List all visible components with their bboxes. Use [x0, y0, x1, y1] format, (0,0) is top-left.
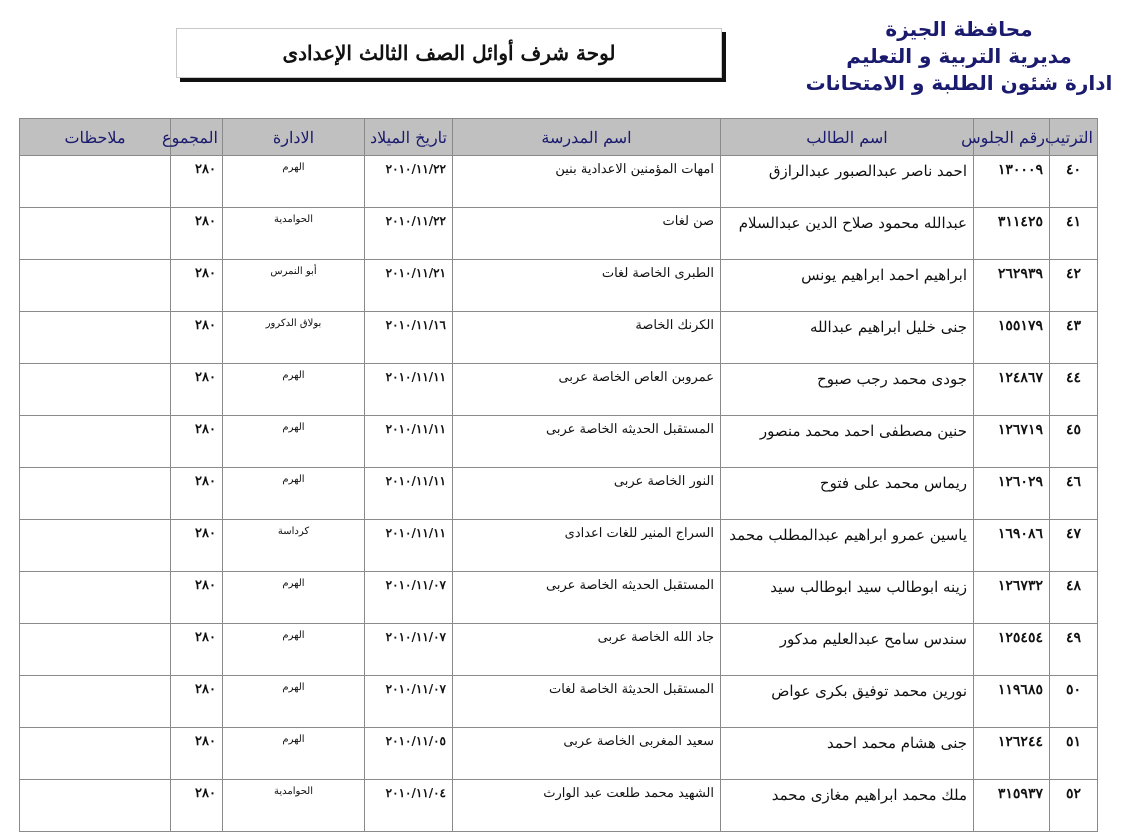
school-name-cell: الشهيد محمد طلعت عبد الوارث [453, 780, 721, 832]
birth-date-cell: ٢٠١٠/١١/١١ [365, 468, 453, 520]
rank-cell: ٤٦ [1050, 468, 1098, 520]
directorate-label: مديرية التربية و التعليم [846, 44, 1072, 68]
total-score-cell: ٢٨٠ [171, 468, 223, 520]
table-row [20, 156, 1098, 208]
administration-cell: بولاق الدكرور [223, 312, 365, 364]
school-name-cell: المستقبل الحديثه الخاصة عربى [453, 572, 721, 624]
notes-cell [20, 364, 171, 416]
total-score-cell: ٢٨٠ [171, 780, 223, 832]
seat-number-cell: ٣١١٤٢٥ [974, 208, 1050, 260]
rank-cell: ٥١ [1050, 728, 1098, 780]
seat-number-cell: ١٢٥٤٥٤ [974, 624, 1050, 676]
birth-date-cell: ٢٠١٠/١١/٢١ [365, 260, 453, 312]
birth-date-cell: ٢٠١٠/١١/٢٢ [365, 156, 453, 208]
table-row [20, 364, 1098, 416]
total-score-cell: ٢٨٠ [171, 676, 223, 728]
rank-cell: ٤٣ [1050, 312, 1098, 364]
rank-cell: ٥٢ [1050, 780, 1098, 832]
administration-cell: الهرم [223, 416, 365, 468]
total-score-cell: ٢٨٠ [171, 624, 223, 676]
seat-number-cell: ١٦٩٠٨٦ [974, 520, 1050, 572]
table-row [20, 468, 1098, 520]
notes-cell [20, 312, 171, 364]
table-row [20, 260, 1098, 312]
rank-cell: ٤٤ [1050, 364, 1098, 416]
rank-cell: ٤٧ [1050, 520, 1098, 572]
birth-date-cell: ٢٠١٠/١١/١٦ [365, 312, 453, 364]
total-score-cell: ٢٨٠ [171, 364, 223, 416]
total-score-cell: ٢٨٠ [171, 572, 223, 624]
table-row [20, 208, 1098, 260]
page-title: لوحة شرف أوائل الصف الثالث الإعدادى [282, 41, 616, 65]
administration-cell: كرداسة [223, 520, 365, 572]
administration-cell: الهرم [223, 156, 365, 208]
school-name-cell: امهات المؤمنين الاعدادية بنين [453, 156, 721, 208]
student-name-cell: ريماس محمد على فتوح [721, 468, 974, 520]
table-row [20, 780, 1098, 832]
notes-cell [20, 624, 171, 676]
student-name-cell: عبدالله محمود صلاح الدين عبدالسلام [721, 208, 974, 260]
table-row [20, 624, 1098, 676]
birth-date-cell: ٢٠١٠/١١/١١ [365, 520, 453, 572]
total-score-cell: ٢٨٠ [171, 728, 223, 780]
notes-cell [20, 208, 171, 260]
student-name-cell: نورين محمد توفيق بكرى عواض [721, 676, 974, 728]
seat-number-cell: ١٥٥١٧٩ [974, 312, 1050, 364]
table-row [20, 728, 1098, 780]
birth-date-cell: ٢٠١٠/١١/٢٢ [365, 208, 453, 260]
table-row [20, 312, 1098, 364]
total-score-cell: ٢٨٠ [171, 520, 223, 572]
total-score-cell: ٢٨٠ [171, 208, 223, 260]
seat-number-cell: ١٢٦٧١٩ [974, 416, 1050, 468]
column-header-school-name: اسم المدرسة [453, 119, 721, 156]
seat-number-cell: ٢٦٢٩٣٩ [974, 260, 1050, 312]
administration-cell: الهرم [223, 624, 365, 676]
school-name-cell: عمروبن العاص الخاصة عربى [453, 364, 721, 416]
table-row [20, 520, 1098, 572]
notes-cell [20, 156, 171, 208]
school-name-cell: المستقبل الحديثة الخاصة لغات [453, 676, 721, 728]
administration-cell: الهرم [223, 572, 365, 624]
school-name-cell: النور الخاصة عربى [453, 468, 721, 520]
administration-cell: الهرم [223, 676, 365, 728]
page-title-box [176, 28, 722, 78]
seat-number-cell: ١٢٦٧٣٢ [974, 572, 1050, 624]
birth-date-cell: ٢٠١٠/١١/٠٧ [365, 624, 453, 676]
rank-cell: ٤٥ [1050, 416, 1098, 468]
student-name-cell: زينه ابوطالب سيد ابوطالب سيد [721, 572, 974, 624]
table-row [20, 676, 1098, 728]
seat-number-cell: ١٣٠٠٠٩ [974, 156, 1050, 208]
seat-number-cell: ١٢٦٠٢٩ [974, 468, 1050, 520]
total-score-cell: ٢٨٠ [171, 416, 223, 468]
administration-cell: الحوامدية [223, 208, 365, 260]
birth-date-cell: ٢٠١٠/١١/١١ [365, 364, 453, 416]
notes-cell [20, 728, 171, 780]
birth-date-cell: ٢٠١٠/١١/٠٧ [365, 572, 453, 624]
rank-cell: ٤٢ [1050, 260, 1098, 312]
seat-number-cell: ١١٩٦٨٥ [974, 676, 1050, 728]
total-score-cell: ٢٨٠ [171, 156, 223, 208]
total-score-cell: ٢٨٠ [171, 260, 223, 312]
student-name-cell: جودى محمد رجب صبوح [721, 364, 974, 416]
table-row [20, 572, 1098, 624]
column-header-notes: ملاحظات [20, 119, 171, 156]
birth-date-cell: ٢٠١٠/١١/١١ [365, 416, 453, 468]
column-header-total: المجموع [171, 119, 223, 156]
school-name-cell: سعيد المغربى الخاصة عربى [453, 728, 721, 780]
administration-cell: الهرم [223, 364, 365, 416]
table-row [20, 416, 1098, 468]
column-header-birth-date: تاريخ الميلاد [365, 119, 453, 156]
school-name-cell: الطبرى الخاصة لغات [453, 260, 721, 312]
rank-cell: ٤١ [1050, 208, 1098, 260]
rank-cell: ٤٩ [1050, 624, 1098, 676]
student-name-cell: ياسين عمرو ابراهيم عبدالمطلب محمد [721, 520, 974, 572]
seat-number-cell: ١٢٦٢٤٤ [974, 728, 1050, 780]
column-header-administration: الادارة [223, 119, 365, 156]
student-name-cell: جنى هشام محمد احمد [721, 728, 974, 780]
administration-cell: الهرم [223, 468, 365, 520]
notes-cell [20, 780, 171, 832]
student-name-cell: ابراهيم احمد ابراهيم يونس [721, 260, 974, 312]
department-label: ادارة شئون الطلبة و الامتحانات [805, 71, 1113, 95]
notes-cell [20, 572, 171, 624]
rank-cell: ٤٠ [1050, 156, 1098, 208]
notes-cell [20, 520, 171, 572]
birth-date-cell: ٢٠١٠/١١/٠٥ [365, 728, 453, 780]
seat-number-cell: ١٢٤٨٦٧ [974, 364, 1050, 416]
administration-cell: أبو النمرس [223, 260, 365, 312]
notes-cell [20, 468, 171, 520]
student-name-cell: حنين مصطفى احمد محمد منصور [721, 416, 974, 468]
total-score-cell: ٢٨٠ [171, 312, 223, 364]
notes-cell [20, 416, 171, 468]
administration-cell: الهرم [223, 728, 365, 780]
organization-header [804, 16, 1114, 97]
notes-cell [20, 676, 171, 728]
birth-date-cell: ٢٠١٠/١١/٠٧ [365, 676, 453, 728]
school-name-cell: صن لغات [453, 208, 721, 260]
rank-cell: ٥٠ [1050, 676, 1098, 728]
student-name-cell: ملك محمد ابراهيم مغازى محمد [721, 780, 974, 832]
column-header-rank: الترتيب [1050, 119, 1098, 156]
column-header-student-name: اسم الطالب [721, 119, 974, 156]
student-name-cell: جنى خليل ابراهيم عبدالله [721, 312, 974, 364]
birth-date-cell: ٢٠١٠/١١/٠٤ [365, 780, 453, 832]
honor-roll-table [19, 118, 1098, 832]
governorate-label: محافظة الجيزة [885, 17, 1033, 41]
school-name-cell: الكرنك الخاصة [453, 312, 721, 364]
table-header-row [20, 119, 1098, 156]
school-name-cell: السراج المنير للغات اعدادى [453, 520, 721, 572]
rank-cell: ٤٨ [1050, 572, 1098, 624]
column-header-seat-number: رقم الجلوس [974, 119, 1050, 156]
notes-cell [20, 260, 171, 312]
school-name-cell: المستقبل الحديثه الخاصة عربى [453, 416, 721, 468]
student-name-cell: احمد ناصر عبدالصبور عبدالرازق [721, 156, 974, 208]
student-name-cell: سندس سامح عبدالعليم مدكور [721, 624, 974, 676]
administration-cell: الحوامدية [223, 780, 365, 832]
seat-number-cell: ٣١٥٩٣٧ [974, 780, 1050, 832]
school-name-cell: جاد الله الخاصة عربى [453, 624, 721, 676]
